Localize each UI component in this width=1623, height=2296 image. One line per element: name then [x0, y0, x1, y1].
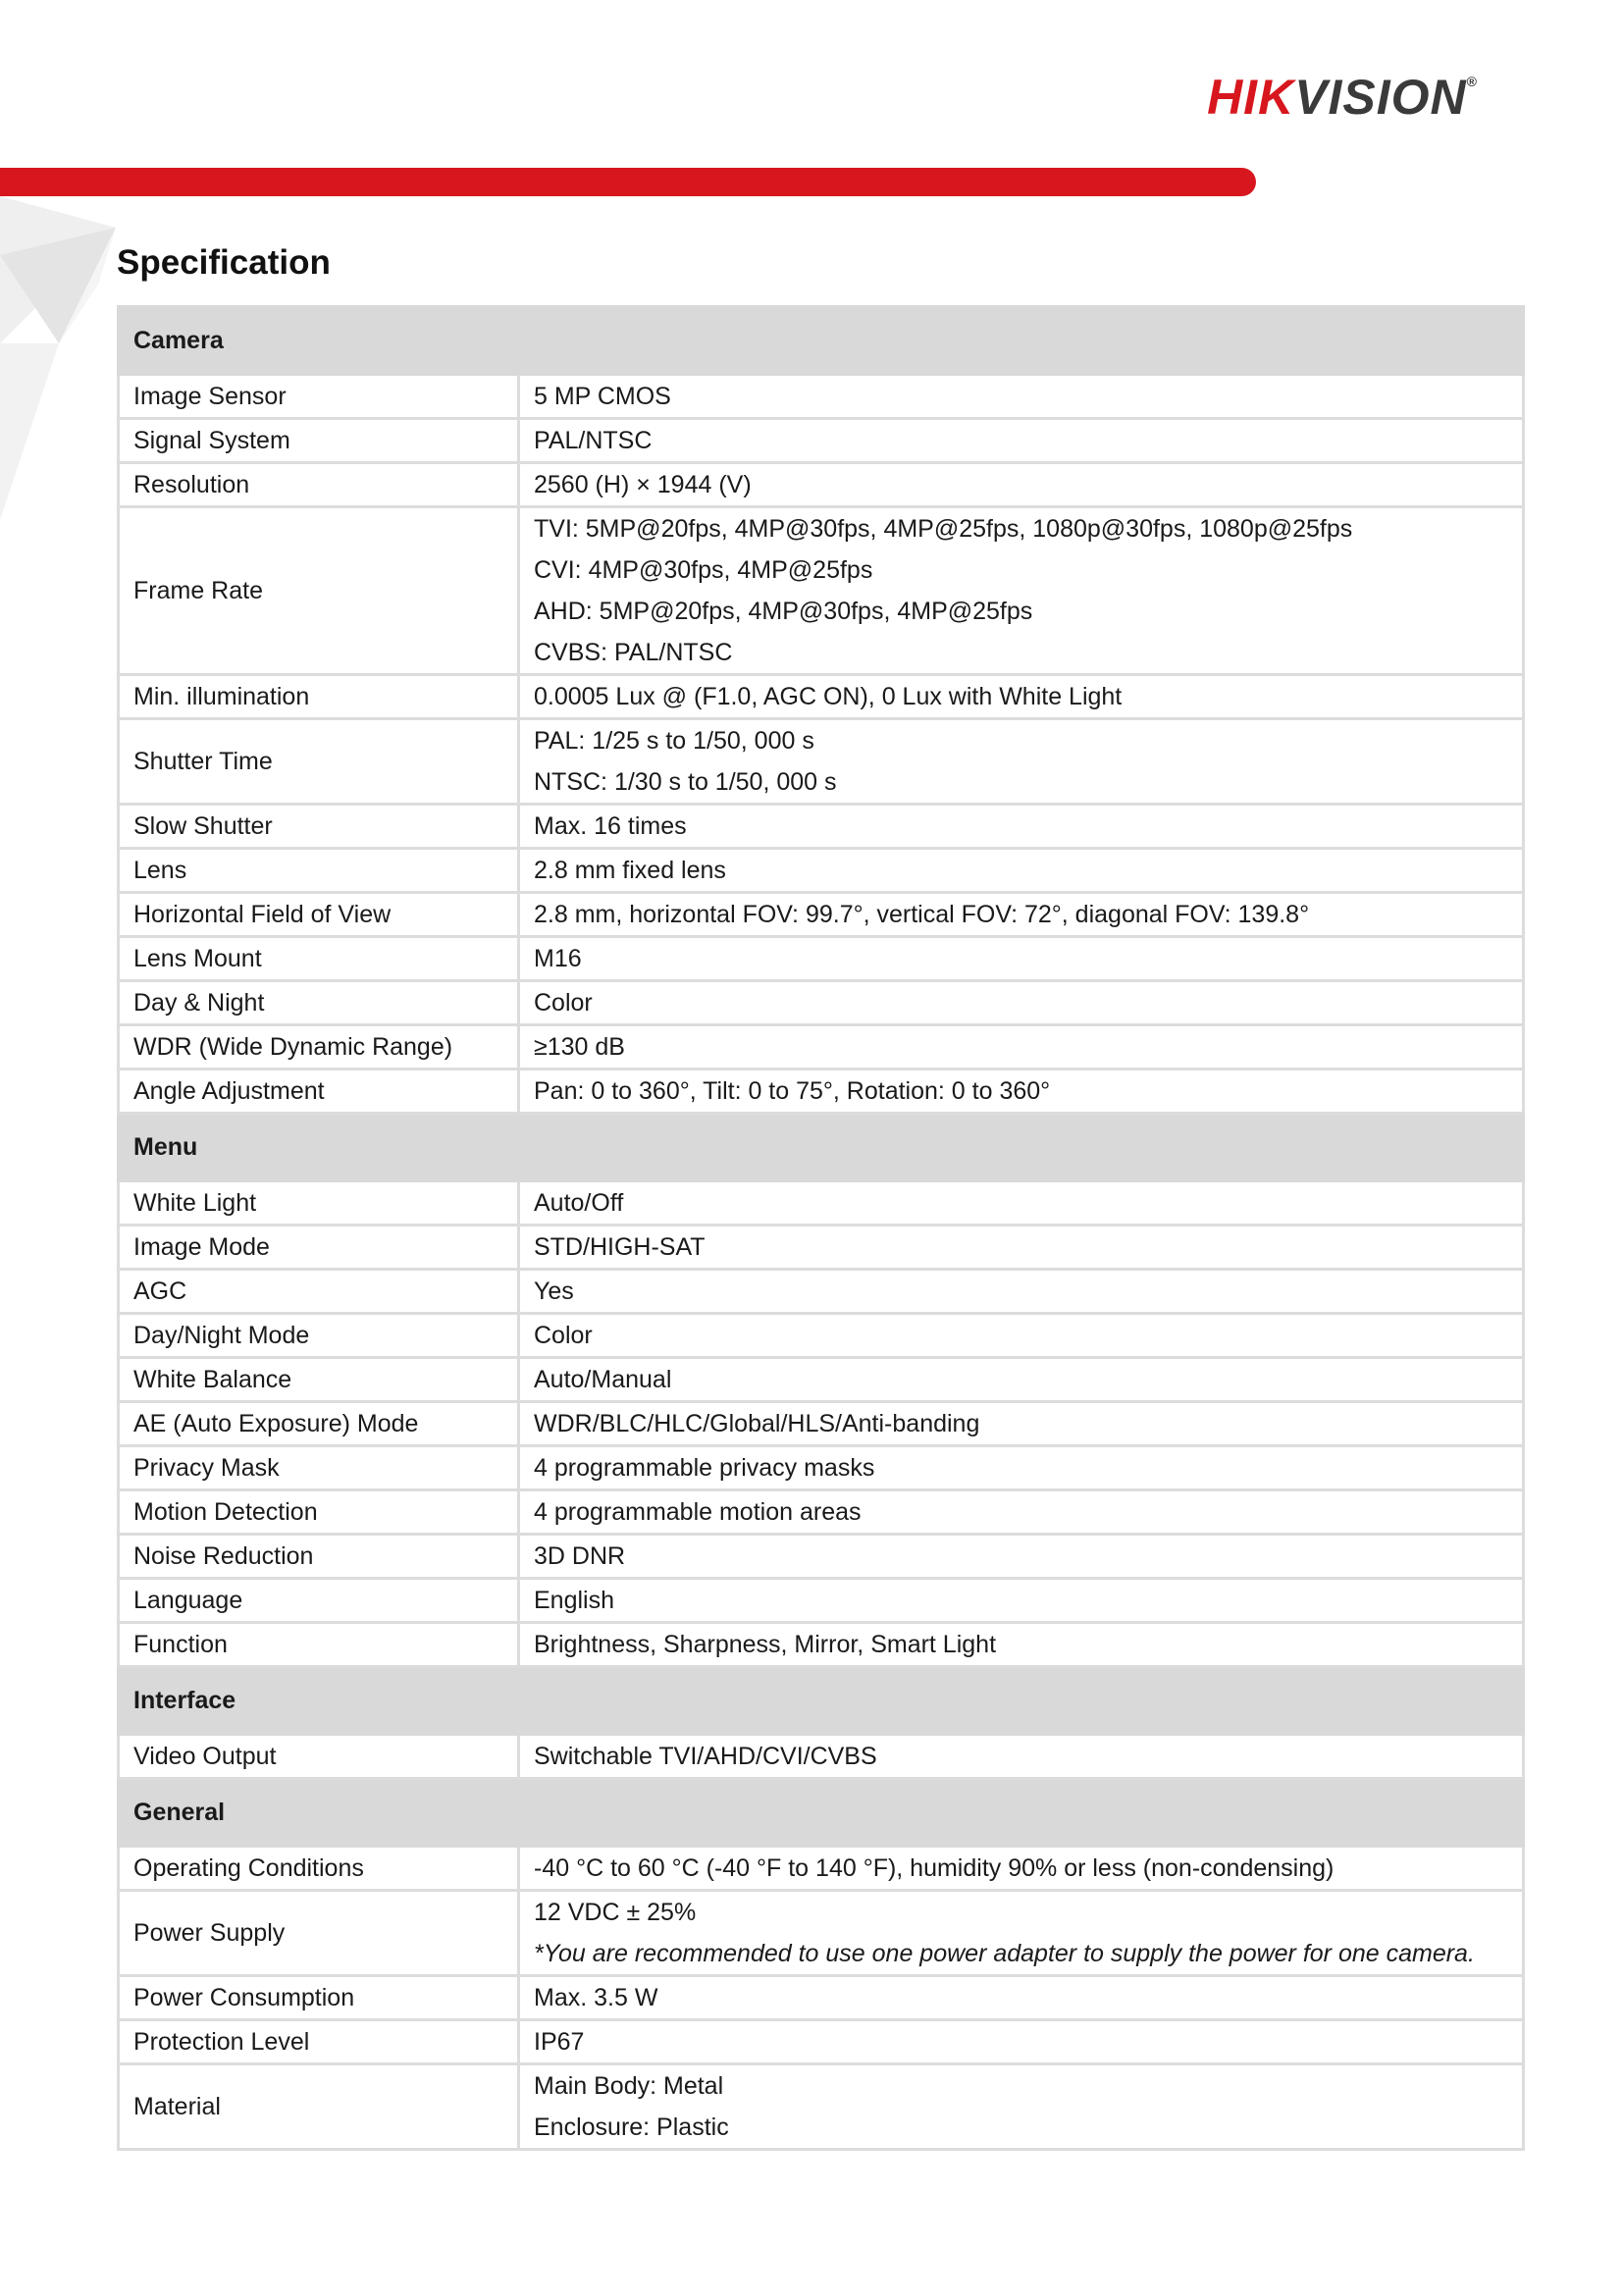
table-row	[119, 849, 1524, 893]
spec-value-line: PAL/NTSC	[534, 427, 653, 454]
spec-table	[117, 305, 1525, 2151]
spec-value	[519, 805, 1524, 849]
spec-value	[519, 1314, 1524, 1358]
section-header-general	[119, 1779, 1524, 1847]
header-red-bar	[0, 168, 1256, 196]
spec-label: Material	[119, 2064, 519, 2150]
table-row	[119, 1314, 1524, 1358]
section-title: Menu	[119, 1114, 1524, 1181]
spec-label: White Balance	[119, 1358, 519, 1402]
spec-value	[519, 1181, 1524, 1226]
table-row	[119, 805, 1524, 849]
spec-label: Min. illumination	[119, 675, 519, 719]
table-row	[119, 463, 1524, 507]
spec-label: WDR (Wide Dynamic Range)	[119, 1025, 519, 1070]
hikvision-logo: HIKVISION®	[1207, 70, 1478, 125]
spec-value-line: English	[534, 1587, 614, 1614]
spec-label: Operating Conditions	[119, 1847, 519, 1891]
table-row	[119, 507, 1524, 675]
table-row	[119, 1025, 1524, 1070]
spec-value-line: Yes	[534, 1278, 574, 1305]
spec-value	[519, 719, 1524, 805]
spec-label: Power Supply	[119, 1891, 519, 1976]
section-title: Interface	[119, 1667, 1524, 1735]
spec-label: Day/Night Mode	[119, 1314, 519, 1358]
table-row	[119, 1358, 1524, 1402]
spec-label: Lens Mount	[119, 937, 519, 981]
table-row	[119, 1181, 1524, 1226]
spec-label: Language	[119, 1579, 519, 1623]
spec-label: Protection Level	[119, 2020, 519, 2064]
spec-value	[519, 1976, 1524, 2020]
spec-value	[519, 675, 1524, 719]
spec-value	[519, 1402, 1524, 1446]
spec-value	[519, 849, 1524, 893]
spec-label: Noise Reduction	[119, 1535, 519, 1579]
table-row	[119, 1579, 1524, 1623]
spec-value-line: CVBS: PAL/NTSC	[534, 639, 733, 666]
spec-value	[519, 981, 1524, 1025]
table-row	[119, 1735, 1524, 1779]
spec-label: AGC	[119, 1270, 519, 1314]
spec-value	[519, 1579, 1524, 1623]
table-row	[119, 419, 1524, 463]
spec-label: Power Consumption	[119, 1976, 519, 2020]
spec-label: Image Mode	[119, 1226, 519, 1270]
spec-value-line: Max. 3.5 W	[534, 1984, 658, 2011]
spec-value-line: WDR/BLC/HLC/Global/HLS/Anti-banding	[534, 1410, 980, 1437]
spec-label: Shutter Time	[119, 719, 519, 805]
table-row	[119, 1446, 1524, 1490]
table-row	[119, 2020, 1524, 2064]
spec-value-line: 0.0005 Lux @ (F1.0, AGC ON), 0 Lux with White Light	[534, 683, 1123, 710]
spec-value-line: Auto/Manual	[534, 1366, 672, 1393]
spec-value-line: M16	[534, 945, 582, 972]
spec-value	[519, 937, 1524, 981]
spec-label: Day & Night	[119, 981, 519, 1025]
spec-value	[519, 1735, 1524, 1779]
spec-value	[519, 375, 1524, 419]
section-header-camera	[119, 307, 1524, 375]
spec-value-line: 5 MP CMOS	[534, 383, 671, 410]
spec-label: Slow Shutter	[119, 805, 519, 849]
table-row	[119, 1490, 1524, 1535]
table-row	[119, 1402, 1524, 1446]
spec-label: Lens	[119, 849, 519, 893]
section-title: Camera	[119, 307, 1524, 375]
spec-value-line: Auto/Off	[534, 1189, 624, 1217]
spec-label: Horizontal Field of View	[119, 893, 519, 937]
spec-value-line: Switchable TVI/AHD/CVI/CVBS	[534, 1743, 877, 1770]
spec-value	[519, 1070, 1524, 1114]
spec-value-line: IP67	[534, 2028, 585, 2056]
spec-value	[519, 1891, 1524, 1976]
spec-value	[519, 1446, 1524, 1490]
spec-label: Signal System	[119, 419, 519, 463]
spec-value-line: Enclosure: Plastic	[534, 2113, 729, 2141]
table-row	[119, 675, 1524, 719]
table-row	[119, 2064, 1524, 2150]
spec-value-line: Brightness, Sharpness, Mirror, Smart Light	[534, 1631, 997, 1658]
spec-value	[519, 1535, 1524, 1579]
spec-value-line: Color	[534, 1322, 593, 1349]
spec-label: White Light	[119, 1181, 519, 1226]
spec-value-line: TVI: 5MP@20fps, 4MP@30fps, 4MP@25fps, 1080p@30fps, 1080p@25fps	[534, 515, 1353, 543]
spec-value-line: STD/HIGH-SAT	[534, 1233, 706, 1261]
section-header-menu	[119, 1114, 1524, 1181]
spec-value	[519, 463, 1524, 507]
spec-value	[519, 1270, 1524, 1314]
spec-label: Frame Rate	[119, 507, 519, 675]
table-row	[119, 1226, 1524, 1270]
spec-value	[519, 507, 1524, 675]
table-row	[119, 375, 1524, 419]
spec-value	[519, 893, 1524, 937]
section-title: General	[119, 1779, 1524, 1847]
spec-value-line: 2.8 mm, horizontal FOV: 99.7°, vertical FOV: 72°, diagonal FOV: 139.8°	[534, 901, 1310, 928]
spec-value-line: 3D DNR	[534, 1542, 626, 1570]
spec-value	[519, 1623, 1524, 1667]
table-row	[119, 719, 1524, 805]
spec-value	[519, 2020, 1524, 2064]
spec-value-line: PAL: 1/25 s to 1/50, 000 s	[534, 727, 814, 755]
spec-value-line: AHD: 5MP@20fps, 4MP@30fps, 4MP@25fps	[534, 598, 1033, 625]
spec-label: AE (Auto Exposure) Mode	[119, 1402, 519, 1446]
section-header-interface	[119, 1667, 1524, 1735]
table-row	[119, 937, 1524, 981]
table-row	[119, 1070, 1524, 1114]
spec-label: Function	[119, 1623, 519, 1667]
spec-value-line: Max. 16 times	[534, 812, 687, 840]
table-row	[119, 1891, 1524, 1976]
table-row	[119, 893, 1524, 937]
spec-value	[519, 1226, 1524, 1270]
spec-label: Resolution	[119, 463, 519, 507]
spec-value-line: 12 VDC ± 25%	[534, 1899, 697, 1926]
decorative-triangles	[0, 196, 128, 530]
spec-label: Video Output	[119, 1735, 519, 1779]
spec-value-line: ≥130 dB	[534, 1033, 625, 1061]
table-row	[119, 1270, 1524, 1314]
spec-value-line: 2.8 mm fixed lens	[534, 857, 726, 884]
spec-value	[519, 1490, 1524, 1535]
table-row	[119, 1623, 1524, 1667]
spec-value	[519, 1358, 1524, 1402]
spec-value-line: CVI: 4MP@30fps, 4MP@25fps	[534, 556, 873, 584]
spec-value-line: NTSC: 1/30 s to 1/50, 000 s	[534, 768, 837, 796]
page-title: Specification	[117, 243, 331, 282]
spec-value-line: 4 programmable privacy masks	[534, 1454, 875, 1482]
spec-value	[519, 1025, 1524, 1070]
table-row	[119, 981, 1524, 1025]
spec-label: Motion Detection	[119, 1490, 519, 1535]
spec-value-line: Pan: 0 to 360°, Tilt: 0 to 75°, Rotation: 0 to 360°	[534, 1077, 1051, 1105]
spec-value-line: Color	[534, 989, 593, 1017]
spec-value	[519, 1847, 1524, 1891]
spec-value	[519, 419, 1524, 463]
spec-note: *You are recommended to use one power adapter to supply the power for one camera.	[534, 1940, 1475, 1967]
table-row	[119, 1847, 1524, 1891]
table-row	[119, 1535, 1524, 1579]
spec-label: Privacy Mask	[119, 1446, 519, 1490]
spec-value	[519, 2064, 1524, 2150]
spec-value-line: Main Body: Metal	[534, 2072, 724, 2100]
spec-value-line: -40 °C to 60 °C (-40 °F to 140 °F), humidity 90% or less (non-condensing)	[534, 1854, 1335, 1882]
spec-value-line: 2560 (H) × 1944 (V)	[534, 471, 752, 498]
spec-label: Angle Adjustment	[119, 1070, 519, 1114]
spec-value-line: 4 programmable motion areas	[534, 1498, 862, 1526]
spec-label: Image Sensor	[119, 375, 519, 419]
table-row	[119, 1976, 1524, 2020]
